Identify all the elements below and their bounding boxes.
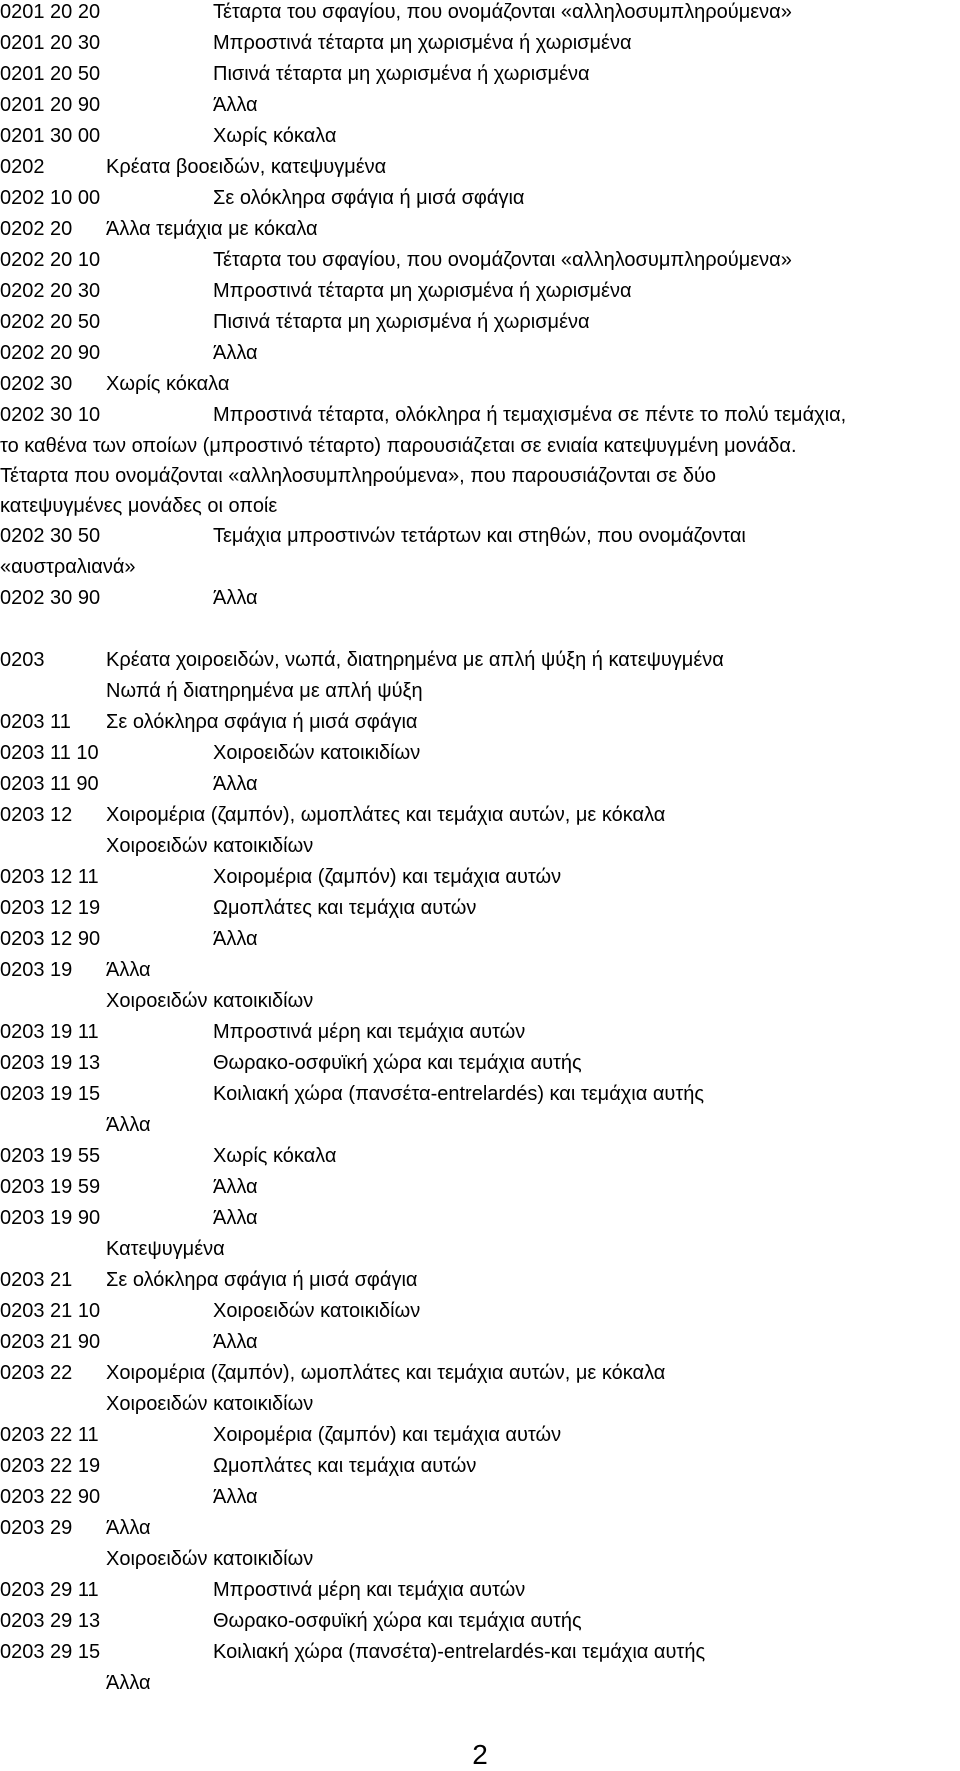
group-heading (0, 679, 960, 710)
tariff-code: 0202 20 90 (0, 342, 101, 364)
tariff-description: Σε ολόκληρα σφάγια ή μισά σφάγια (106, 1269, 418, 1291)
tariff-description: Τεμάχια μπροστινών τετάρτων και στηθών, που ονομάζονται (213, 525, 746, 547)
tariff-line (0, 1051, 960, 1082)
tariff-code: 0203 29 (0, 1517, 73, 1539)
tariff-subheading (0, 710, 960, 741)
tariff-code: 0201 20 30 (0, 32, 101, 54)
continuation-text: κατεψυγμένες μονάδες οι οποίε (0, 495, 278, 517)
tariff-line (0, 1485, 960, 1516)
tariff-line (0, 186, 960, 217)
tariff-code: 0203 19 15 (0, 1083, 101, 1105)
tariff-line (0, 93, 960, 124)
tariff-description: Άλλα (213, 342, 258, 364)
tariff-description: Κατεψυγμένα (106, 1238, 225, 1260)
tariff-description: Άλλα (213, 1207, 258, 1229)
tariff-code: 0203 19 (0, 959, 73, 981)
tariff-description: Άλλα (213, 1331, 258, 1353)
tariff-code: 0201 20 20 (0, 1, 101, 23)
tariff-line (0, 1175, 960, 1206)
tariff-description: Χοιροειδών κατοικιδίων (106, 1393, 314, 1415)
continuation-text: «αυστραλιανά» (0, 556, 136, 578)
tariff-line (0, 124, 960, 155)
tariff-description: Χοιροειδών κατοικιδίων (106, 835, 314, 857)
tariff-line (0, 1423, 960, 1454)
tariff-code: 0203 11 10 (0, 742, 99, 764)
tariff-code: 0203 12 90 (0, 928, 101, 950)
tariff-description: Χοιρομέρια (ζαμπόν) και τεμάχια αυτών (213, 866, 562, 888)
tariff-subheading (0, 803, 960, 834)
tariff-description: Ωμοπλάτες και τεμάχια αυτών (213, 897, 477, 919)
tariff-code: 0203 12 19 (0, 897, 101, 919)
tariff-description: Χοιρομέρια (ζαμπόν), ωμοπλάτες και τεμάχια αυτών, με κόκαλα (106, 804, 666, 826)
tariff-code: 0203 21 10 (0, 1300, 101, 1322)
tariff-description: Άλλα (213, 1176, 258, 1198)
tariff-code: 0202 30 90 (0, 587, 101, 609)
tariff-code: 0203 19 13 (0, 1052, 101, 1074)
tariff-description: Τέταρτα του σφαγίου, που ονομάζονται «αλληλοσυμπληρούμενα» (213, 1, 792, 23)
tariff-code: 0203 29 11 (0, 1579, 99, 1601)
tariff-code: 0203 19 90 (0, 1207, 101, 1229)
tariff-code: 0202 20 (0, 218, 73, 240)
continuation-line (0, 464, 960, 494)
tariff-description: Άλλα (213, 587, 258, 609)
tariff-description: Χωρίς κόκαλα (106, 373, 230, 395)
tariff-line (0, 341, 960, 372)
continuation-line (0, 555, 960, 586)
tariff-code: 0203 12 (0, 804, 73, 826)
tariff-line (0, 1454, 960, 1485)
continuation-text: το καθένα των οποίων (μπροστινό τέταρτο) παρουσιάζεται σε ενιαία κατεψυγμένη μονάδα. (0, 435, 797, 457)
tariff-description: Άλλα (106, 1517, 151, 1539)
tariff-description: Πισινά τέταρτα μη χωρισμένα ή χωρισμένα (213, 311, 590, 333)
tariff-description: Κρέατα χοιροειδών, νωπά, διατηρημένα με απλή ψύξη ή κατεψυγμένα (106, 649, 724, 671)
tariff-description: Άλλα (106, 959, 151, 981)
tariff-code: 0202 30 (0, 373, 73, 395)
tariff-code: 0202 30 50 (0, 525, 101, 547)
tariff-code: 0203 11 90 (0, 773, 99, 795)
tariff-description: Κοιλιακή χώρα (πανσέτα-entrelardés) και τεμάχια αυτής (213, 1083, 704, 1105)
tariff-code: 0203 19 59 (0, 1176, 101, 1198)
tariff-subheading (0, 217, 960, 248)
group-heading (0, 989, 960, 1020)
tariff-description: Τέταρτα του σφαγίου, που ονομάζονται «αλληλοσυμπληρούμενα» (213, 249, 792, 271)
tariff-line (0, 1082, 960, 1113)
tariff-line (0, 310, 960, 341)
tariff-code: 0202 30 10 (0, 404, 101, 426)
tariff-line (0, 741, 960, 772)
tariff-line (0, 1640, 960, 1671)
tariff-description: Χοιρομέρια (ζαμπόν) και τεμάχια αυτών (213, 1424, 562, 1446)
tariff-line (0, 1144, 960, 1175)
group-heading (0, 1671, 960, 1702)
tariff-code: 0203 29 15 (0, 1641, 101, 1663)
tariff-description: Σε ολόκληρα σφάγια ή μισά σφάγια (213, 187, 525, 209)
tariff-code: 0203 29 13 (0, 1610, 101, 1632)
tariff-description: Νωπά ή διατηρημένα με απλή ψύξη (106, 680, 423, 702)
tariff-description: Θωρακο-οσφυϊκή χώρα και τεμάχια αυτής (213, 1610, 582, 1632)
tariff-line (0, 772, 960, 803)
tariff-code: 0203 22 (0, 1362, 73, 1384)
tariff-code: 0202 (0, 156, 45, 178)
tariff-description: Κοιλιακή χώρα (πανσέτα)-entrelardés-και τεμάχια αυτής (213, 1641, 706, 1663)
tariff-code: 0202 20 50 (0, 311, 101, 333)
tariff-code: 0203 21 (0, 1269, 73, 1291)
tariff-description: Θωρακο-οσφυϊκή χώρα και τεμάχια αυτής (213, 1052, 582, 1074)
tariff-line (0, 1020, 960, 1051)
tariff-description: Μπροστινά τέταρτα μη χωρισμένα ή χωρισμένα (213, 280, 632, 302)
tariff-code: 0203 21 90 (0, 1331, 101, 1353)
tariff-line (0, 62, 960, 93)
tariff-code: 0201 20 90 (0, 94, 101, 116)
tariff-subheading (0, 372, 960, 403)
tariff-line (0, 524, 960, 555)
tariff-line (0, 1299, 960, 1330)
tariff-code: 0202 20 10 (0, 249, 101, 271)
tariff-code: 0203 22 19 (0, 1455, 101, 1477)
continuation-line (0, 494, 960, 524)
group-heading (0, 1547, 960, 1578)
tariff-description: Χοιροειδών κατοικιδίων (213, 1300, 421, 1322)
tariff-description: Άλλα (213, 928, 258, 950)
group-heading (0, 1237, 960, 1268)
tariff-code: 0202 20 30 (0, 280, 101, 302)
tariff-line (0, 586, 960, 617)
tariff-line (0, 927, 960, 958)
tariff-code: 0203 (0, 649, 45, 671)
tariff-description: Χοιρομέρια (ζαμπόν), ωμοπλάτες και τεμάχια αυτών, με κόκαλα (106, 1362, 666, 1384)
tariff-line (0, 31, 960, 62)
tariff-heading (0, 648, 960, 679)
tariff-description: Άλλα (106, 1114, 151, 1136)
tariff-code: 0203 11 (0, 711, 71, 733)
tariff-description: Άλλα τεμάχια με κόκαλα (106, 218, 318, 240)
tariff-description: Κρέατα βοοειδών, κατεψυγμένα (106, 156, 387, 178)
tariff-description: Άλλα (106, 1672, 151, 1694)
tariff-line (0, 403, 960, 434)
tariff-code: 0201 20 50 (0, 63, 101, 85)
tariff-description: Μπροστινά μέρη και τεμάχια αυτών (213, 1579, 526, 1601)
tariff-description: Πισινά τέταρτα μη χωρισμένα ή χωρισμένα (213, 63, 590, 85)
tariff-code: 0202 10 00 (0, 187, 101, 209)
group-heading (0, 1113, 960, 1144)
tariff-subheading (0, 1268, 960, 1299)
tariff-line (0, 1609, 960, 1640)
tariff-description: Χοιροειδών κατοικιδίων (106, 1548, 314, 1570)
tariff-code: 0203 12 11 (0, 866, 99, 888)
tariff-code: 0203 22 11 (0, 1424, 99, 1446)
tariff-code: 0203 19 11 (0, 1021, 99, 1043)
tariff-line (0, 1206, 960, 1237)
tariff-description: Άλλα (213, 94, 258, 116)
tariff-description: Μπροστινά μέρη και τεμάχια αυτών (213, 1021, 526, 1043)
tariff-line (0, 1330, 960, 1361)
tariff-description: Χοιροειδών κατοικιδίων (106, 990, 314, 1012)
continuation-text: Τέταρτα που ονομάζονται «αλληλοσυμπληρούμενα», που παρουσιάζονται σε δύο (0, 465, 717, 487)
continuation-line (0, 434, 960, 464)
tariff-code: 0203 22 90 (0, 1486, 101, 1508)
tariff-description: Μπροστινά τέταρτα μη χωρισμένα ή χωρισμένα (213, 32, 632, 54)
tariff-line (0, 248, 960, 279)
tariff-description: Ωμοπλάτες και τεμάχια αυτών (213, 1455, 477, 1477)
tariff-description: Χωρίς κόκαλα (213, 125, 337, 147)
tariff-code: 0201 30 00 (0, 125, 101, 147)
tariff-line (0, 865, 960, 896)
tariff-description: Άλλα (213, 773, 258, 795)
group-heading (0, 834, 960, 865)
tariff-heading (0, 155, 960, 186)
blank-line (0, 617, 960, 648)
tariff-description: Χωρίς κόκαλα (213, 1145, 337, 1167)
tariff-description: Άλλα (213, 1486, 258, 1508)
tariff-description: Σε ολόκληρα σφάγια ή μισά σφάγια (106, 711, 418, 733)
tariff-description: Χοιροειδών κατοικιδίων (213, 742, 421, 764)
tariff-subheading (0, 958, 960, 989)
tariff-line (0, 0, 960, 31)
tariff-line (0, 279, 960, 310)
page-number: 2 (472, 1739, 488, 1770)
tariff-line (0, 1578, 960, 1609)
tariff-line (0, 896, 960, 927)
tariff-subheading (0, 1361, 960, 1392)
group-heading (0, 1392, 960, 1423)
tariff-code: 0203 19 55 (0, 1145, 101, 1167)
tariff-description: Μπροστινά τέταρτα, ολόκληρα ή τεμαχισμένα σε πέντε το πολύ τεμάχια, (213, 404, 847, 426)
tariff-subheading (0, 1516, 960, 1547)
